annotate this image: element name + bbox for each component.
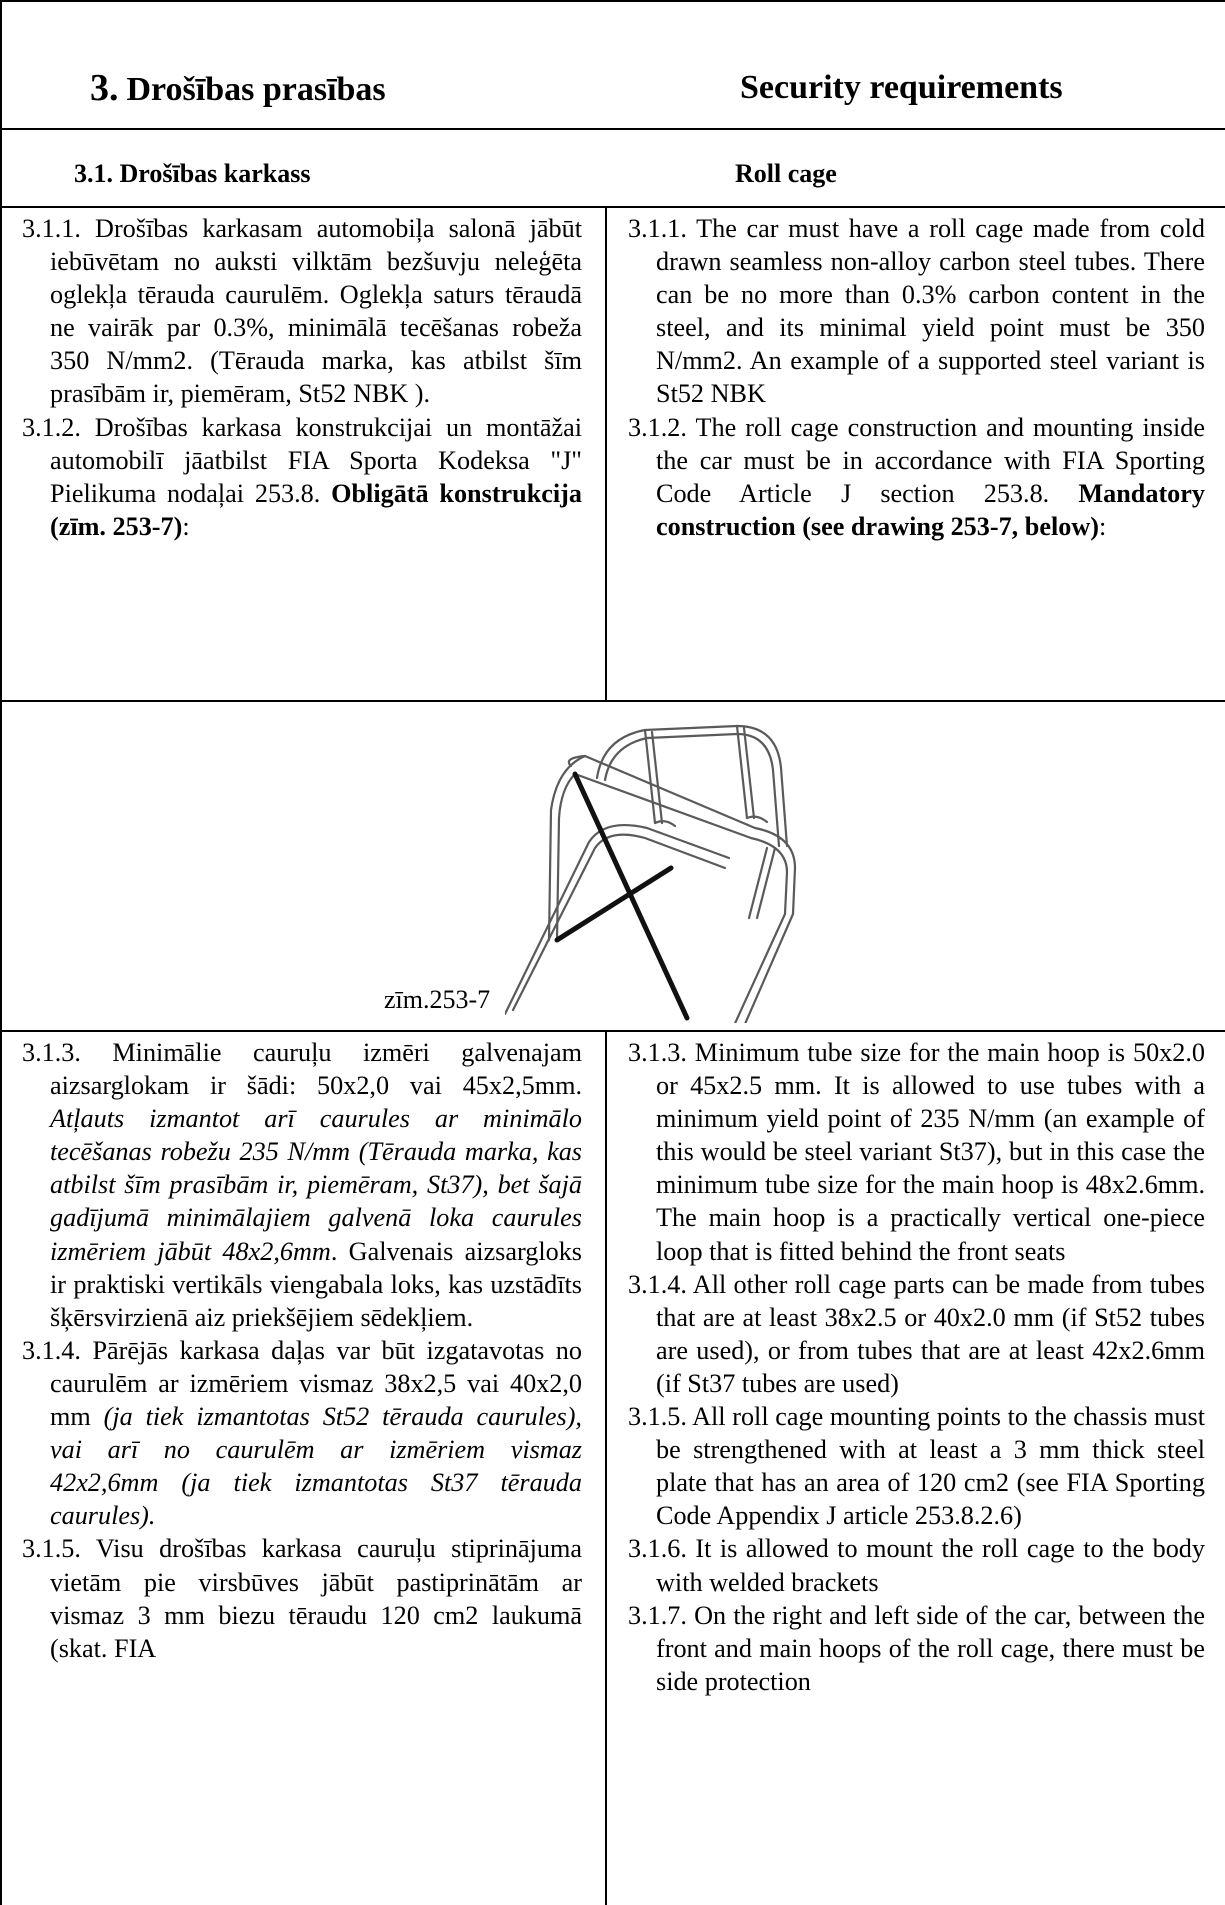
paragraph-3-1-4-lv: 3.1.4. Pārējās karkasa daļas var būt izgatavotas no caurulēm ar izmēriem vismaz 38x2,5 vai 40x2,0 mm (ja tiek izmantotas St52 tērauda caurules), vai arī no caurulēm ar izmēriem vismaz 42x2,6mm (ja tiek izmantotas St37 tērauda caurules).	[22, 1335, 582, 1531]
paragraph-3-1-6-en: 3.1.6. It is allowed to mount the roll cage to the body with welded brackets	[628, 1534, 1205, 1597]
paragraph-3-1-5-lv: 3.1.5. Visu drošības karkasa cauruļu stiprinājuma vietām pie virsbūves jābūt pastiprinātām ar vismaz 3 mm biezu tēraudu 120 cm2 laukumā (skat. FIA	[22, 1534, 582, 1663]
paragraph-3-1-1-en: 3.1.1. The car must have a roll cage made from cold drawn seamless non-alloy carbon steel tubes. There can be no more than 0.3% carbon content in the steel, and its minimal yield point must be 350 N/mm2. An example of a supported steel variant is St52 NBK	[628, 214, 1205, 409]
paragraph-3-1-7-en: 3.1.7. On the right and left side of the car, between the front and main hoops of the roll cage, there must be side protection	[628, 1600, 1205, 1696]
section-title-lv: 3. Drošības prasības	[90, 67, 386, 109]
figure-caption: zīm.253-7	[384, 985, 491, 1014]
paragraph-3-1-3-en: 3.1.3. Minimum tube size for the main hoop is 50x2.0 or 45x2.5 mm. It is allowed to use tubes with a minimum yield point of 235 N/mm (an example of this would be steel variant St37), but in this case the minimum tube size for the main hoop is 48x2.6mm. The main hoop is a practically vertical one-piece loop that is fitted behind the front seats	[628, 1038, 1205, 1266]
paragraph-3-1-1-lv: 3.1.1. Drošības karkasam automobiļa salonā jābūt iebūvētam no auksti vilktām bezšuvju neleģēta oglekļa tērauda caurulēm. Oglekļa saturs tēraudā ne vairāk par 0.3%, minimālā tecēšanas robeža 350 N/mm2. (Tērauda marka, kas atbilst šīm prasībām ir, piemēram, St52 NBK ).	[22, 214, 582, 409]
bottom-right-cell	[628, 1036, 1205, 1698]
paragraph-3-1-2-lv: 3.1.2. Drošības karkasa konstrukcijai un montāžai automobilī jāatbilst FIA Sporta Kodeksa "J" Pielikuma nodaļai 253.8. Obligātā konstrukcija (zīm. 253-7):	[22, 412, 583, 541]
subsection-title-lv: 3.1. Drošības karkass	[74, 159, 311, 188]
paragraph-3-1-2-en: 3.1.2. The roll cage construction and mounting inside the car must be in accordance with FIA Sporting Code Article J section 253.8. Mandatory construction (see drawing 253-7, below):	[628, 412, 1205, 541]
row-divider	[0, 1030, 1225, 1032]
section-title-en: Security requirements	[740, 69, 1063, 106]
subsection-title-en: Roll cage	[735, 159, 837, 188]
row-divider	[0, 700, 1225, 702]
column-divider	[605, 206, 607, 700]
row-divider	[0, 128, 1225, 130]
table-border-left	[0, 0, 2, 1905]
section-number: 3.	[90, 67, 119, 109]
column-divider	[605, 1030, 607, 1905]
top-right-cell	[628, 212, 1205, 543]
row-divider	[0, 206, 1225, 208]
roll-cage-drawing	[505, 718, 875, 1023]
top-left-cell	[22, 212, 582, 543]
table-border-top	[0, 0, 1225, 2]
bottom-left-cell	[22, 1036, 582, 1665]
paragraph-3-1-5-en: 3.1.5. All roll cage mounting points to the chassis must be strengthened with at least a 3 mm thick steel plate that has an area of 120 cm2 (see FIA Sporting Code Appendix J article 253.8.2.6)	[628, 1402, 1205, 1531]
paragraph-3-1-4-en: 3.1.4. All other roll cage parts can be made from tubes that are at least 38x2.5 or 40x2.0 mm (if St52 tubes are used), or from tubes that are at least 42x2.6mm (if St37 tubes are used)	[628, 1269, 1205, 1398]
paragraph-3-1-3-lv: 3.1.3. Minimālie cauruļu izmēri galvenajam aizsarglokam ir šādi: 50x2,0 vai 45x2,5mm. Atļauts izmantot arī caurules ar minimālo tecēšanas robežu 235 N/mm (Tērauda marka, kas atbilst šīm prasībām ir, piemēram, St37), bet šajā gadījumā minimālajiem galvenā loka caurules izmēriem jābūt 48x2,6mm. Galvenais aizsargloks ir praktiski vertikāls viengabala loks, kas uzstādīts šķērsvirzienā aiz priekšējiem sēdekļiem.	[22, 1038, 582, 1332]
